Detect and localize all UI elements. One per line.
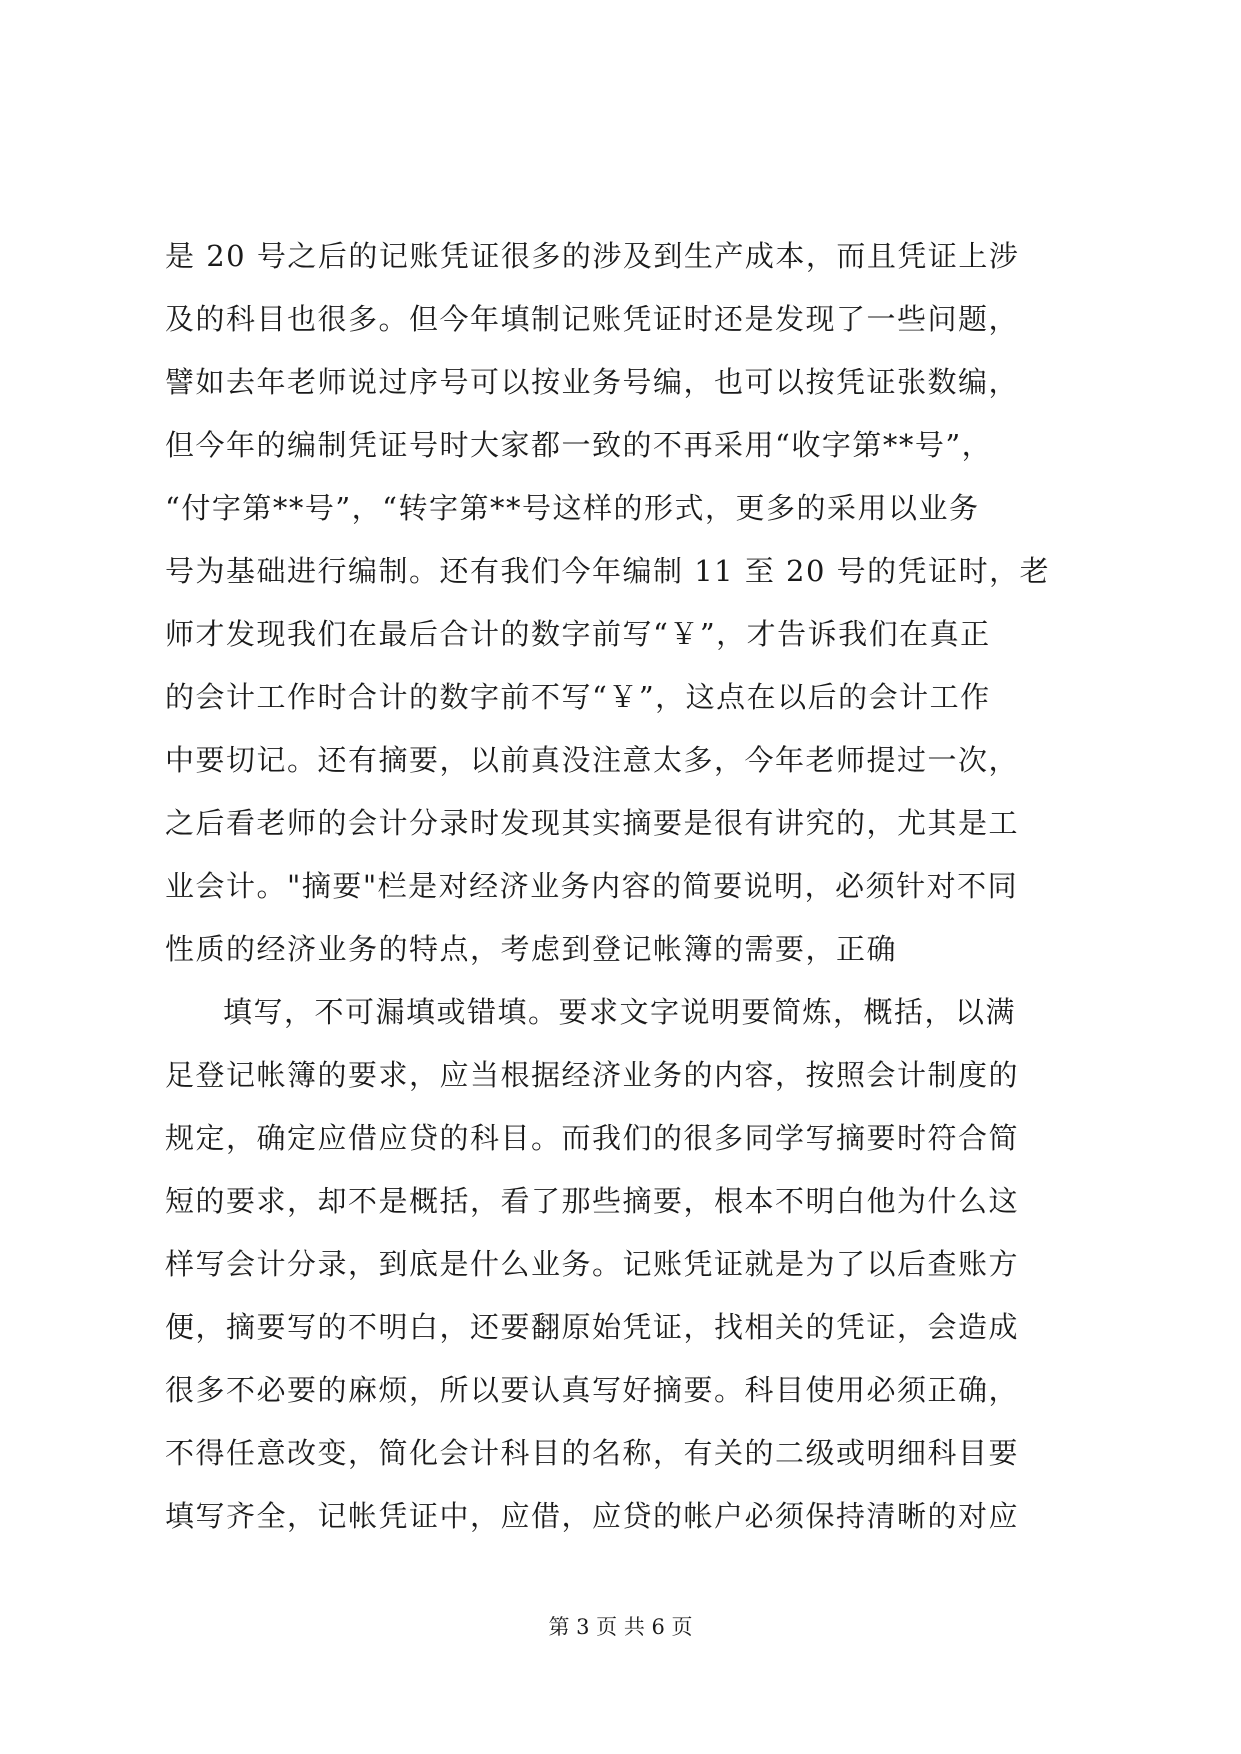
text-line: 便，摘要写的不明白，还要翻原始凭证，找相关的凭证，会造成 [165,1310,1020,1344]
text-line: 业会计。"摘要"栏是对经济业务内容的简要说明，必须针对不同 [165,869,1019,903]
text-line: 规定，确定应借应贷的科目。而我们的很多同学写摘要时符合简 [165,1121,1020,1155]
text-line: 的会计工作时合计的数字前不写“￥”，这点在以后的会计工作 [165,680,991,714]
text-line: 但今年的编制凭证号时大家都一致的不再采用“收字第**号”， [165,428,993,462]
paragraph-start-line: 填写，不可漏填或错填。要求文字说明要简炼，概括，以满 [223,995,1017,1029]
text-line: 中要切记。还有摘要，以前真没注意太多，今年老师提过一次， [165,743,1020,777]
text-line: 是 20 号之后的记账凭证很多的涉及到生产成本，而且凭证上涉 [165,239,1020,273]
text-line: 样写会计分录，到底是什么业务。记账凭证就是为了以后查账方 [165,1247,1020,1281]
page-number-footer: 第 3 页 共 6 页 [548,1615,693,1639]
text-line: “付字第**号”，“转字第**号这样的形式，更多的采用以业务 [165,491,980,525]
text-line: 短的要求，却不是概括，看了那些摘要，根本不明白他为什么这 [165,1184,1020,1218]
body-text [165,225,1085,1548]
text-line: 师才发现我们在最后合计的数字前写“￥”，才告诉我们在真正 [165,617,991,651]
text-line: 及的科目也很多。但今年填制记账凭证时还是发现了一些问题， [165,302,1020,336]
text-line: 足登记帐簿的要求，应当根据经济业务的内容，按照会计制度的 [165,1058,1020,1092]
text-line: 之后看老师的会计分录时发现其实摘要是很有讲究的，尤其是工 [165,806,1020,840]
text-line: 不得任意改变，简化会计科目的名称，有关的二级或明细科目要 [165,1436,1020,1470]
text-line: 性质的经济业务的特点，考虑到登记帐簿的需要，正确 [165,932,898,966]
text-line: 很多不必要的麻烦，所以要认真写好摘要。科目使用必须正确， [165,1373,1020,1407]
text-line: 譬如去年老师说过序号可以按业务号编，也可以按凭证张数编， [165,365,1020,399]
text-line: 号为基础进行编制。还有我们今年编制 11 至 20 号的凭证时，老 [165,554,1051,588]
text-line: 填写齐全，记帐凭证中，应借，应贷的帐户必须保持清晰的对应 [165,1499,1020,1533]
